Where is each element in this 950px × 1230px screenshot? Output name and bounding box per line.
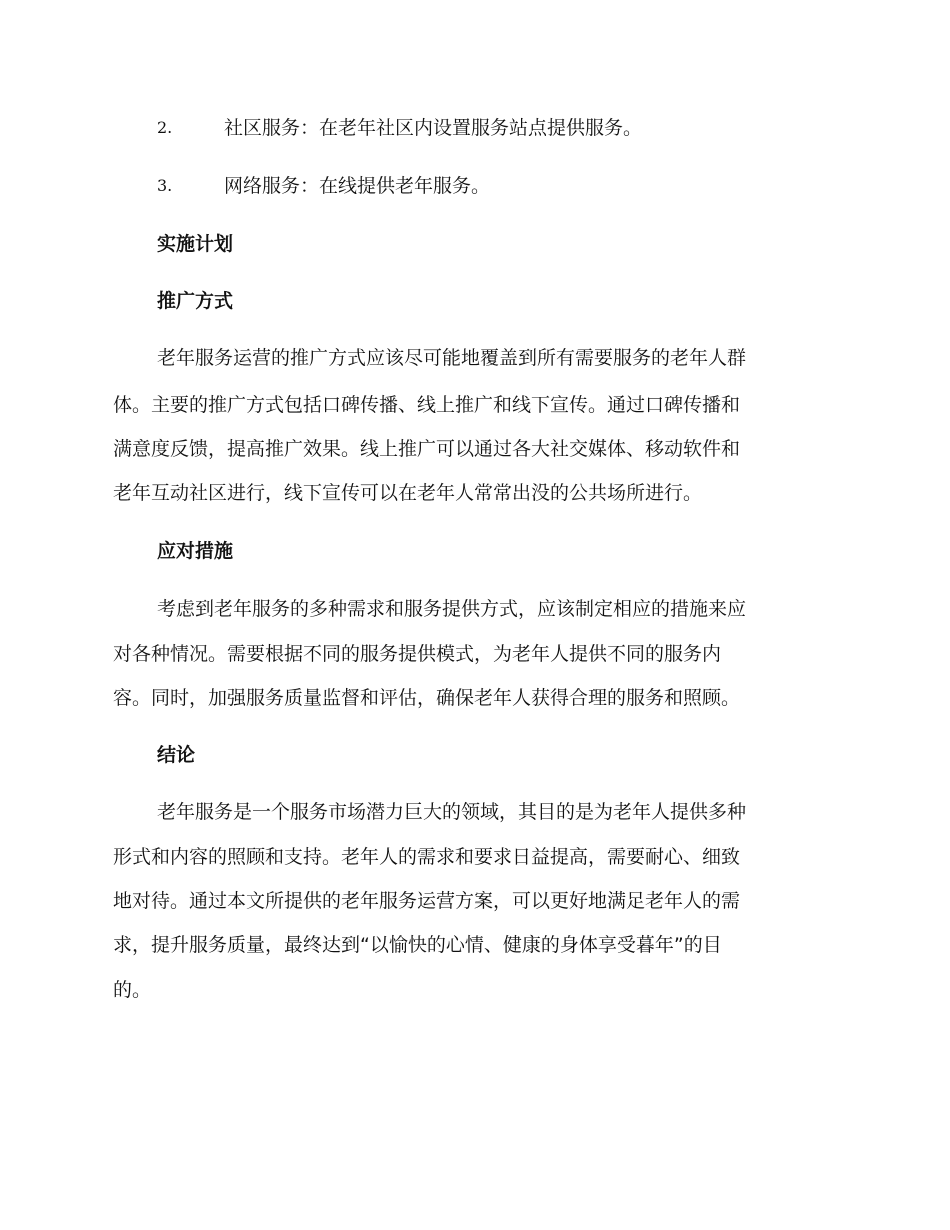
list-item xyxy=(157,171,837,201)
paragraph-line: 形式和内容的照顾和支持。老年人的需求和要求日益提高，需要耐心、细致 xyxy=(113,846,741,868)
list-item-number: 3. xyxy=(157,176,173,195)
paragraph-line: 求，提升服务质量，最终达到“以愉快的心情、健康的身体享受暮年”的目 xyxy=(113,934,722,956)
list-item-number: 2. xyxy=(157,118,173,137)
paragraph-line: 容。同时，加强服务质量监督和评估，确保老年人获得合理的服务和照顾。 xyxy=(113,687,741,709)
list-item xyxy=(157,113,837,143)
paragraph-line: 地对待。通过本文所提供的老年服务运营方案，可以更好地满足老年人的需 xyxy=(113,890,741,912)
paragraph-line: 老年服务运营的推广方式应该尽可能地覆盖到所有需要服务的老年人群 xyxy=(157,347,747,369)
heading-promotion-method: 推广方式 xyxy=(157,290,234,312)
paragraph-line: 体。主要的推广方式包括口碑传播、线上推广和线下宣传。通过口碑传播和 xyxy=(113,394,741,416)
heading-conclusion: 结论 xyxy=(157,744,196,766)
paragraph-line: 老年服务是一个服务市场潜力巨大的领域，其目的是为老年人提供多种 xyxy=(157,801,747,823)
paragraph-line: 对各种情况。需要根据不同的服务提供模式，为老年人提供不同的服务内 xyxy=(113,643,722,665)
paragraph-line: 的。 xyxy=(113,979,152,1001)
paragraph-line: 考虑到老年服务的多种需求和服务提供方式，应该制定相应的措施来应 xyxy=(157,598,747,620)
heading-implementation-plan: 实施计划 xyxy=(157,233,234,255)
list-item-text: 网络服务：在线提供老年服务。 xyxy=(224,175,491,197)
list-item-text: 社区服务：在老年社区内设置服务站点提供服务。 xyxy=(224,117,643,139)
heading-countermeasures: 应对措施 xyxy=(157,540,234,562)
paragraph-line: 满意度反馈，提高推广效果。线上推广可以通过各大社交媒体、移动软件和 xyxy=(113,438,741,460)
paragraph-line: 老年互动社区进行，线下宣传可以在老年人常常出没的公共场所进行。 xyxy=(113,482,703,504)
